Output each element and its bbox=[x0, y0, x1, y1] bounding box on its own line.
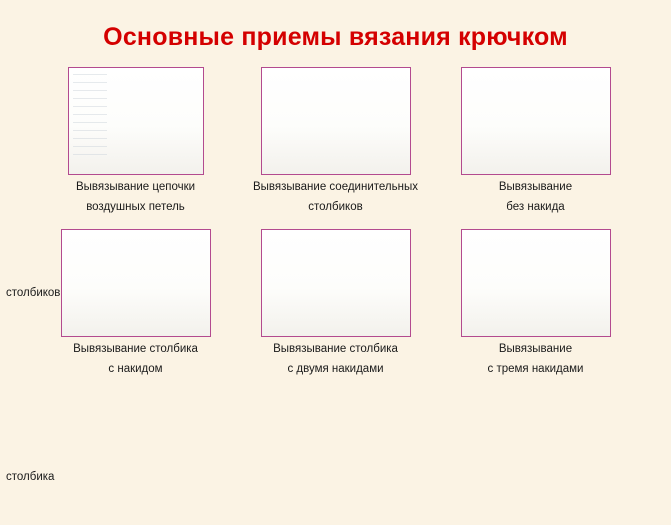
crochet-double-stitch-diagram-icon bbox=[61, 229, 211, 337]
caption-single-crochet-line2 bbox=[436, 195, 636, 215]
crochet-treble-stitch-diagram-icon bbox=[261, 229, 411, 337]
side-note-top: столбиков bbox=[6, 287, 61, 299]
figure-cell-treble-crochet bbox=[236, 229, 436, 337]
poster-page bbox=[0, 22, 671, 525]
caption-chain-stitch bbox=[36, 175, 236, 195]
caption-chain-stitch-line2 bbox=[36, 195, 236, 215]
caption-line-2: с тремя накидами bbox=[487, 363, 584, 375]
crochet-slip-stitch-diagram-icon bbox=[261, 67, 411, 175]
caption-line-2: столбиков bbox=[308, 201, 363, 213]
caption-line-1: Вывязывание bbox=[498, 181, 573, 193]
captions-row-top-line2 bbox=[0, 195, 671, 215]
caption-slip-stitch bbox=[236, 175, 436, 195]
figures-grid bbox=[0, 67, 671, 377]
caption-line-2: без накида bbox=[506, 201, 565, 213]
figures-row-bottom bbox=[0, 229, 671, 337]
caption-line-2: с накидом bbox=[108, 363, 163, 375]
figure-cell-single-crochet bbox=[436, 67, 636, 175]
figures-row-top bbox=[0, 67, 671, 175]
captions-row-bottom-line2 bbox=[0, 357, 671, 377]
caption-line-2: воздушных петель bbox=[86, 201, 185, 213]
figure-cell-slip-stitch bbox=[236, 67, 436, 175]
caption-double-treble-crochet bbox=[436, 337, 636, 357]
caption-line-1: Вывязывание bbox=[498, 343, 573, 355]
caption-double-crochet-line2 bbox=[36, 357, 236, 377]
caption-slip-stitch-line2 bbox=[236, 195, 436, 215]
caption-double-treble-crochet-line2 bbox=[436, 357, 636, 377]
caption-treble-crochet bbox=[236, 337, 436, 357]
caption-line-1: Вывязывание столбика bbox=[273, 343, 398, 355]
caption-line-1: Вывязывание цепочки bbox=[75, 181, 196, 193]
caption-line-1: Вывязывание столбика bbox=[73, 343, 198, 355]
crochet-double-treble-stitch-diagram-icon bbox=[461, 229, 611, 337]
caption-line-2: с двумя накидами bbox=[287, 363, 384, 375]
caption-double-crochet bbox=[36, 337, 236, 357]
crochet-chain-diagram-icon bbox=[68, 67, 204, 175]
captions-row-top-line1 bbox=[0, 175, 671, 195]
caption-line-1: Вывязывание соединительных bbox=[253, 181, 418, 193]
figure-cell-double-treble-crochet bbox=[436, 229, 636, 337]
caption-single-crochet bbox=[436, 175, 636, 195]
page-title: Основные приемы вязания крючком bbox=[103, 23, 568, 51]
figure-cell-double-crochet bbox=[36, 229, 236, 337]
side-note-bottom: столбика bbox=[6, 471, 55, 483]
crochet-single-stitch-diagram-icon bbox=[461, 67, 611, 175]
caption-treble-crochet-line2 bbox=[236, 357, 436, 377]
figure-cell-chain-stitch bbox=[36, 67, 236, 175]
captions-row-bottom-line1 bbox=[0, 337, 671, 357]
